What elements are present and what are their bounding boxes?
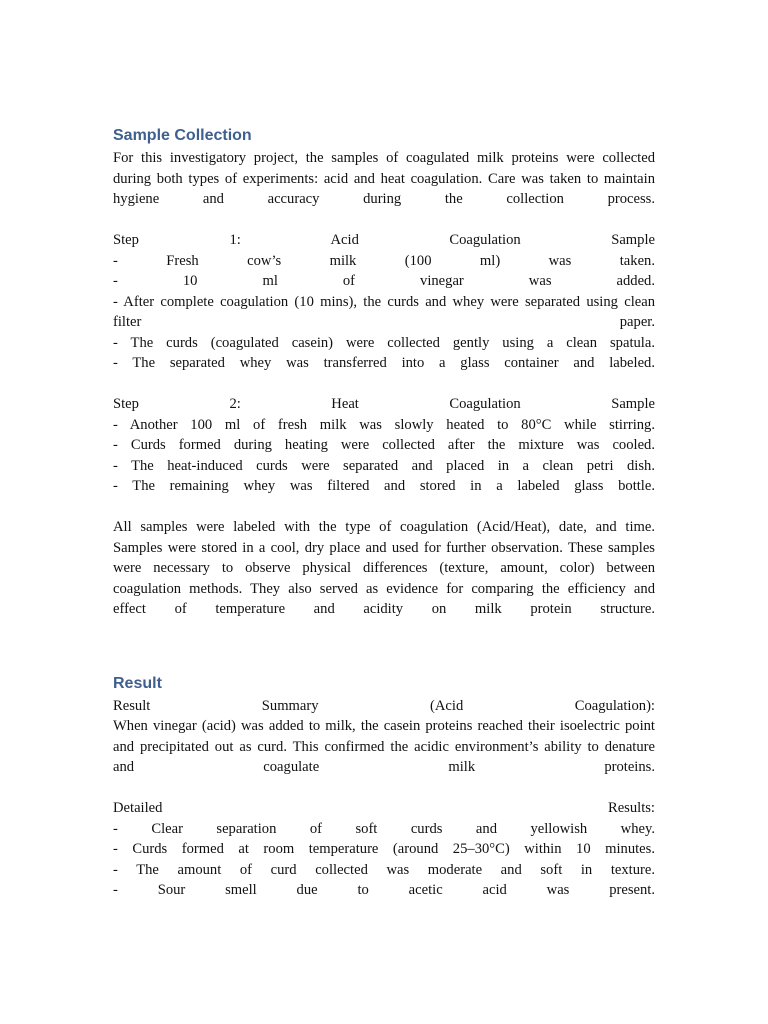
paragraph-step2 (113, 394, 655, 497)
paragraph-spacer (113, 497, 655, 518)
text-line: For this investigatory project, the samples of coagulated milk proteins were collected (113, 150, 655, 166)
paragraph-spacer (113, 374, 655, 395)
list-item: - After complete coagulation (10 mins), the curds and whey were separated using clean (113, 293, 655, 310)
list-item: - Sour smell due to acetic acid was present. (113, 882, 655, 898)
paragraph-spacer (113, 778, 655, 799)
document-body (113, 124, 655, 901)
text-line: and coagulate milk proteins. (113, 759, 655, 775)
list-item: - Curds formed during heating were collected after the mixture was cooled. (113, 437, 655, 453)
paragraph-spacer (113, 210, 655, 231)
text-line: effect of temperature and acidity on milk protein structure. (113, 601, 655, 617)
list-item: - Curds formed at room temperature (around 25–30°C) within 10 minutes. (113, 841, 655, 857)
text-line: All samples were labeled with the type of coagulation (Acid/Heat), date, and time. (113, 519, 655, 535)
section-heading-result: Result (113, 674, 162, 692)
text-line: were necessary to observe physical differences (texture, amount, color) between (113, 560, 655, 576)
paragraph-closing (113, 517, 655, 620)
text-line: When vinegar (acid) was added to milk, the casein proteins reached their isoelectric point (113, 718, 655, 734)
section-heading-sample-collection: Sample Collection (113, 127, 252, 144)
list-item: - Fresh cow’s milk (100 ml) was taken. (113, 252, 655, 269)
list-item: - The amount of curd collected was moderate and soft in texture. (113, 861, 655, 878)
text-line: during both types of experiments: acid and heat coagulation. Care was taken to maintain (113, 170, 655, 187)
step-heading: Result Summary (Acid Coagulation): (113, 697, 655, 714)
list-item: - 10 ml of vinegar was added. (113, 273, 655, 289)
list-item: - Another 100 ml of fresh milk was slowly heated to 80°C while stirring. (113, 416, 655, 433)
step-heading: Detailed Results: (113, 800, 655, 816)
step-heading: Step 1: Acid Coagulation Sample (113, 232, 655, 248)
paragraph-step1 (113, 230, 655, 374)
paragraph-intro (113, 148, 655, 210)
paragraph-detailed-results (113, 798, 655, 901)
list-item: - The curds (coagulated casein) were collected gently using a clean spatula. (113, 334, 655, 351)
list-item: - The heat-induced curds were separated and placed in a clean petri dish. (113, 457, 655, 474)
paragraph-result-summary (113, 696, 655, 778)
list-item: - The remaining whey was filtered and stored in a labeled glass bottle. (113, 478, 655, 494)
text-line: coagulation methods. They also served as evidence for comparing the efficiency and (113, 580, 655, 597)
text-line: and precipitated out as curd. This confirmed the acidic environment’s ability to denature (113, 738, 655, 755)
text-line: Samples were stored in a cool, dry place and used for further observation. These samples (113, 539, 655, 556)
list-item: - Clear separation of soft curds and yellowish whey. (113, 820, 655, 837)
step-heading: Step 2: Heat Coagulation Sample (113, 396, 655, 412)
section-spacer (113, 620, 655, 672)
list-item: - The separated whey was transferred into a glass container and labeled. (113, 355, 655, 371)
text-line: hygiene and accuracy during the collection process. (113, 191, 655, 207)
list-item: filter paper. (113, 314, 655, 330)
